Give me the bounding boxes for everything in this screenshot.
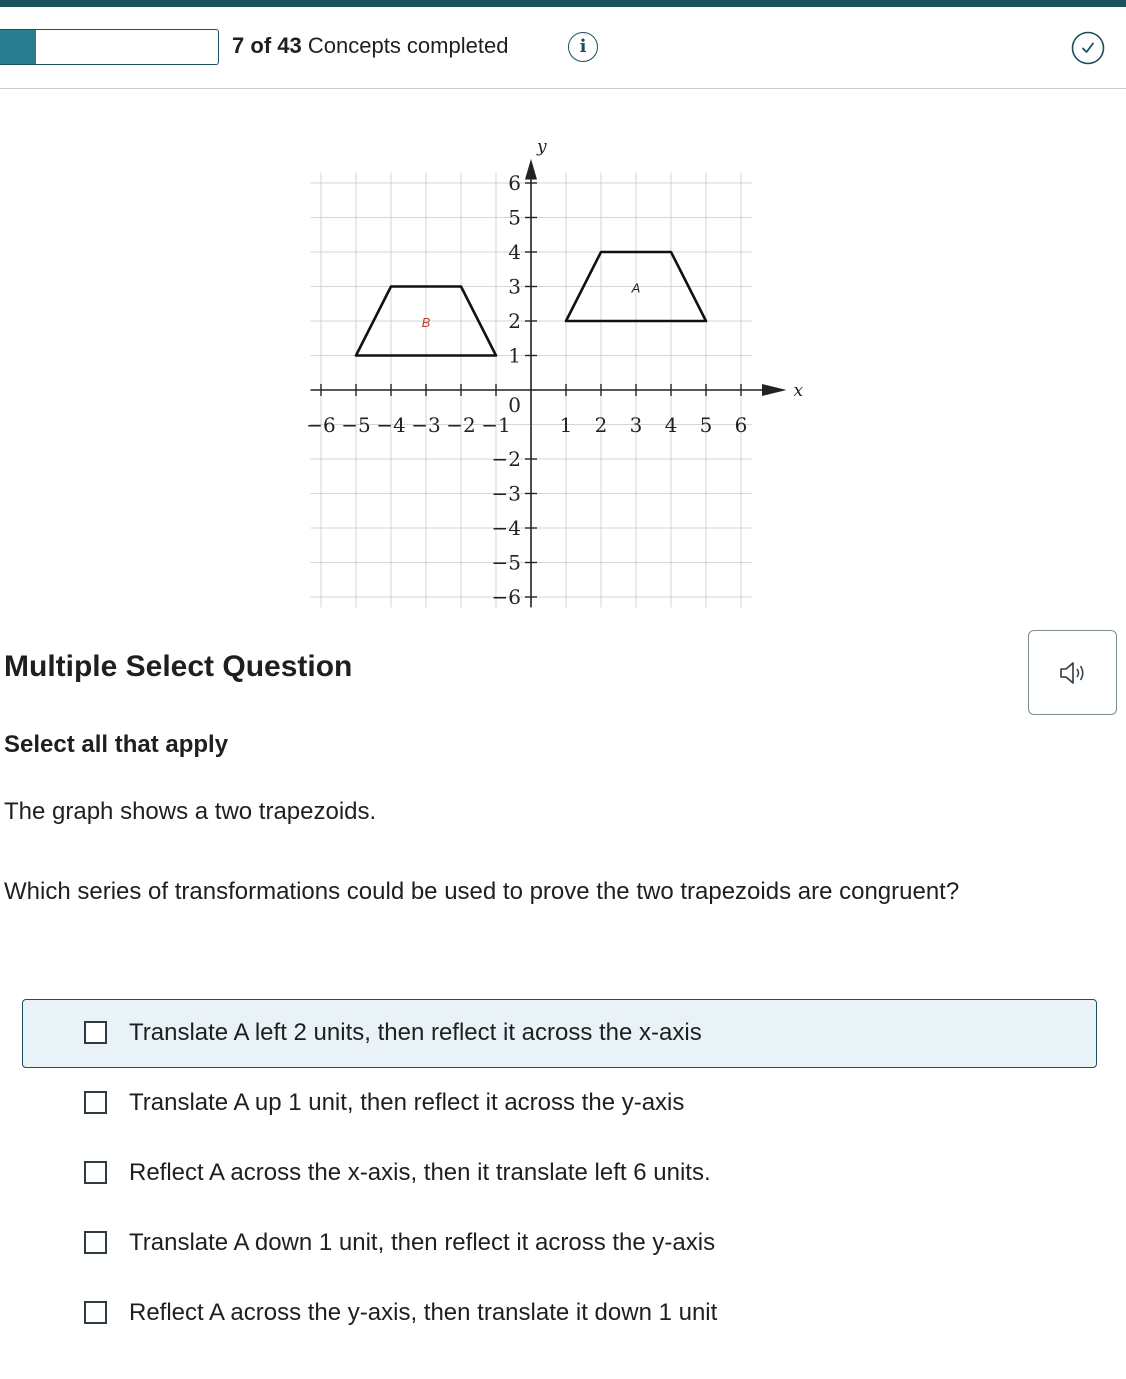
- x-tick-label: −6: [306, 413, 336, 437]
- y-tick-label: 4: [508, 240, 521, 264]
- x-tick-label: 2: [594, 413, 608, 437]
- answer-option-2[interactable]: [22, 1069, 1097, 1139]
- y-tick-label: 1: [508, 343, 521, 368]
- answer-option-label: Translate A left 2 units, then reflect it across the x-axis: [129, 1019, 702, 1046]
- x-axis-arrow: [762, 384, 787, 396]
- checkbox-icon[interactable]: [84, 1161, 107, 1184]
- select-all-instruction: Select all that apply: [4, 731, 229, 758]
- checkbox-icon[interactable]: [84, 1231, 107, 1254]
- answer-option-1[interactable]: [22, 999, 1097, 1068]
- progress-completed-count: 7: [232, 33, 245, 58]
- question-intro: The graph shows a two trapezoids.: [4, 798, 377, 825]
- checkbox-icon[interactable]: [84, 1021, 107, 1044]
- y-axis-arrow: [525, 159, 537, 180]
- y-tick-label: 2: [508, 309, 521, 333]
- x-tick-label: −1: [481, 413, 511, 437]
- y-tick-label: −4: [491, 516, 521, 540]
- speaker-icon: [1059, 660, 1089, 686]
- x-tick-label: 5: [699, 413, 713, 437]
- x-tick-label: 6: [734, 413, 748, 437]
- y-tick-label: 6: [508, 171, 521, 195]
- x-tick-label: −5: [341, 413, 371, 437]
- checkbox-icon[interactable]: [84, 1301, 107, 1324]
- answer-options: [22, 999, 1097, 1349]
- trapezoid-a-label: A: [631, 280, 641, 296]
- x-tick-label: 3: [629, 413, 643, 437]
- check-circle-icon[interactable]: [1071, 31, 1105, 65]
- checkbox-icon[interactable]: [84, 1091, 107, 1114]
- x-tick-label: 4: [664, 413, 678, 437]
- header-divider: [0, 88, 1126, 89]
- answer-option-3[interactable]: [22, 1139, 1097, 1209]
- read-aloud-button[interactable]: [1028, 630, 1117, 715]
- info-icon[interactable]: i: [568, 32, 598, 62]
- x-tick-label: −3: [411, 413, 441, 437]
- progress-suffix: Concepts completed: [307, 33, 509, 58]
- progress-total-count: 43: [277, 33, 302, 58]
- question-prompt: Which series of transformations could be used to prove the two trapezoids are congruent?: [4, 878, 960, 905]
- y-tick-label: −6: [491, 585, 521, 609]
- x-tick-label: −4: [376, 413, 406, 437]
- answer-option-label: Reflect A across the x-axis, then it translate left 6 units.: [129, 1159, 711, 1186]
- question-type-heading: Multiple Select Question: [4, 650, 353, 683]
- progress-bar-fill: [0, 30, 36, 64]
- top-accent-bar: [0, 0, 1126, 7]
- x-tick-label: −2: [446, 413, 476, 437]
- trapezoid-b-label: B: [421, 315, 431, 330]
- y-tick-label: 3: [508, 274, 521, 299]
- coordinate-graph: [306, 120, 810, 620]
- answer-option-label: Translate A down 1 unit, then reflect it across the y-axis: [129, 1229, 716, 1256]
- answer-option-label: Reflect A across the y-axis, then translate it down 1 unit: [129, 1299, 718, 1326]
- progress-bar: [0, 29, 219, 65]
- y-axis-label: y: [537, 136, 547, 157]
- y-tick-label: 5: [508, 205, 521, 230]
- origin-label: 0: [508, 393, 521, 417]
- y-tick-label: −3: [491, 481, 521, 506]
- progress-text: [232, 32, 508, 60]
- answer-option-5[interactable]: [22, 1279, 1097, 1349]
- x-axis-label: x: [793, 381, 804, 401]
- x-tick-label: 1: [559, 413, 573, 437]
- y-tick-label: −5: [491, 550, 521, 575]
- answer-option-label: Translate A up 1 unit, then reflect it across the y-axis: [129, 1089, 685, 1116]
- y-tick-label: −2: [491, 447, 521, 471]
- answer-option-4[interactable]: [22, 1209, 1097, 1279]
- progress-of-label: of: [250, 33, 272, 58]
